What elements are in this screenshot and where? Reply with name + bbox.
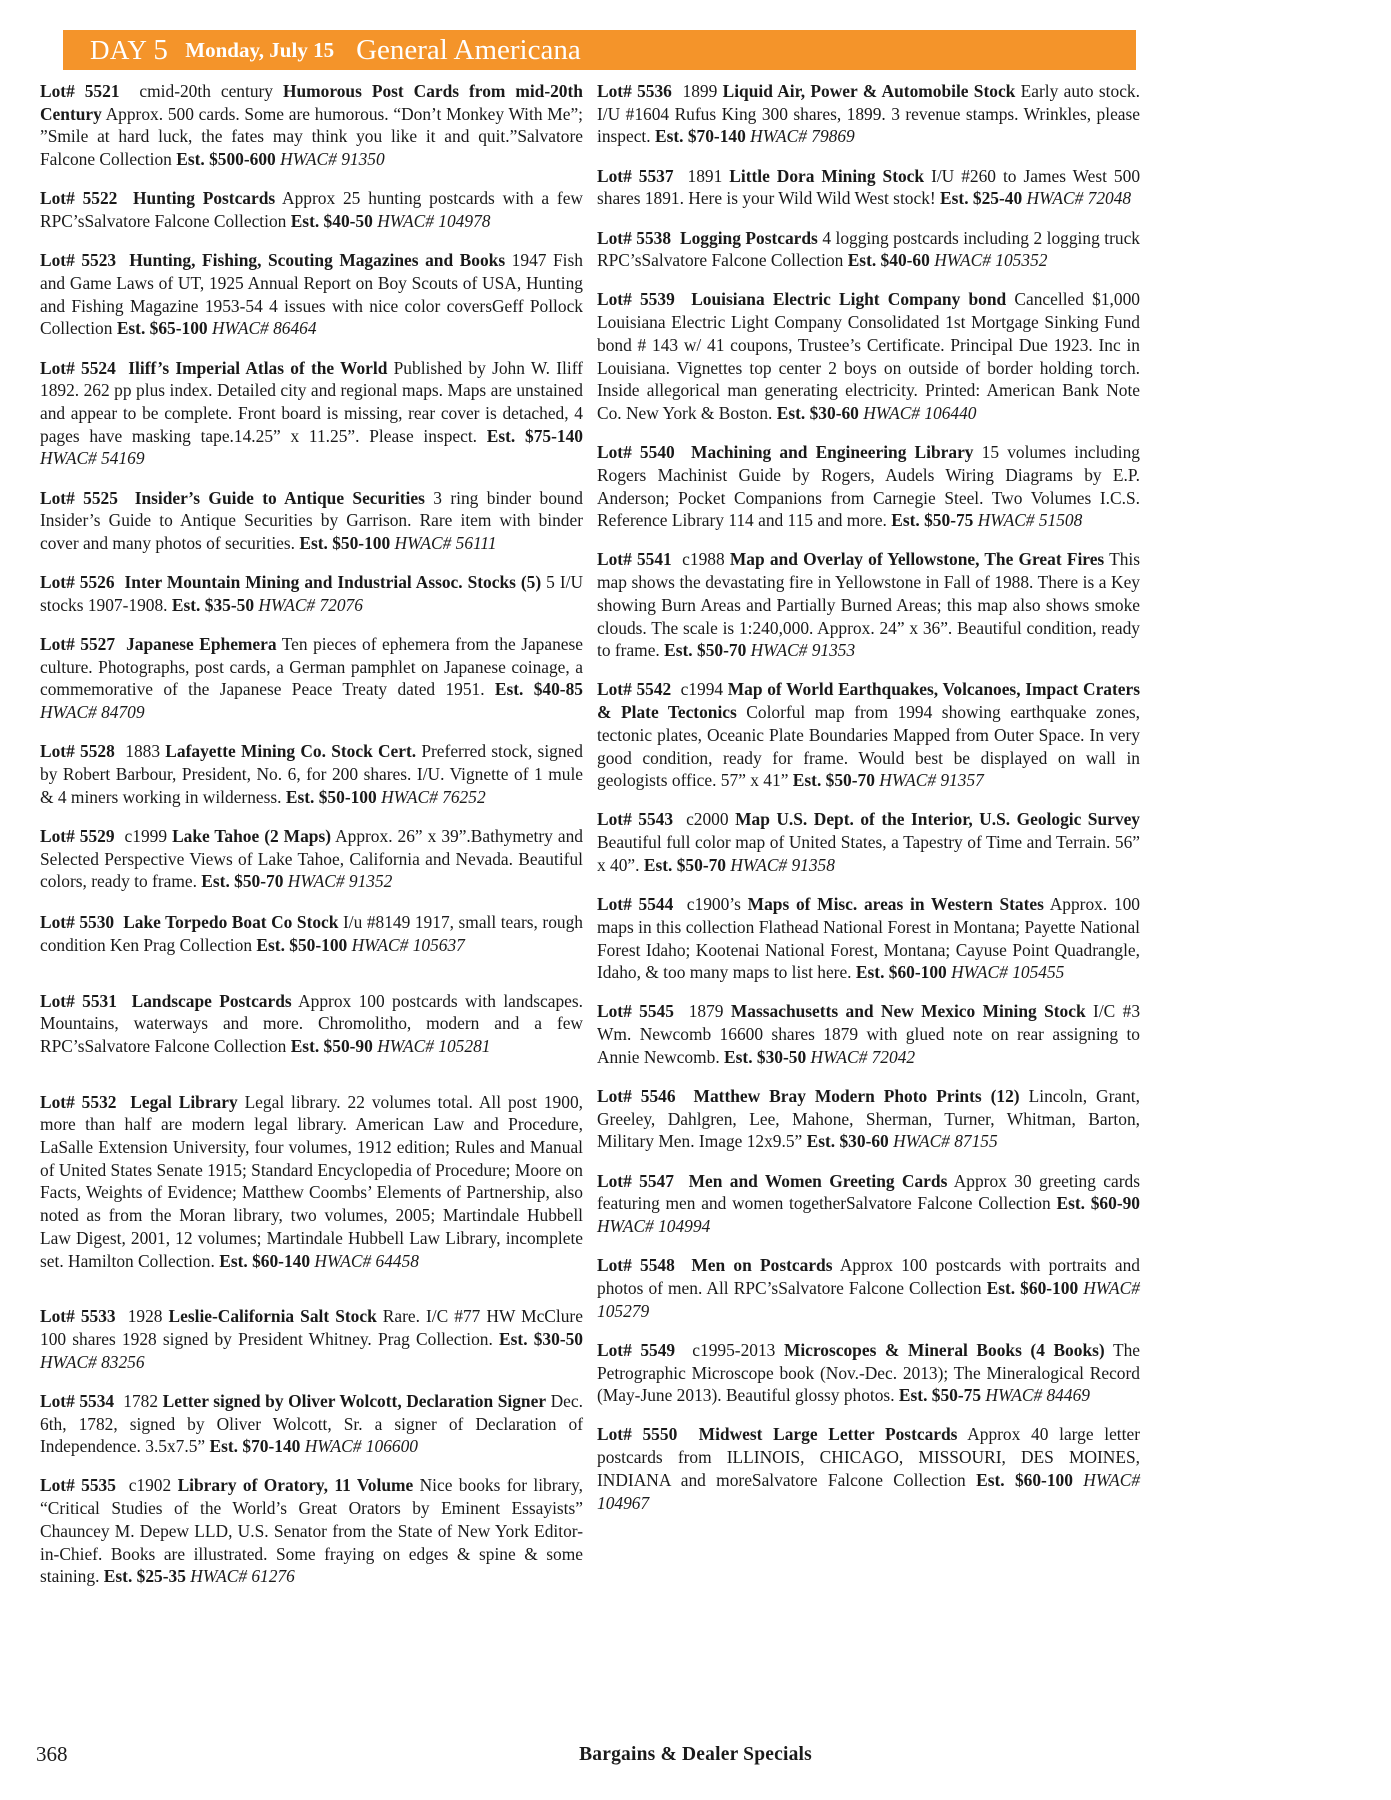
lot-date-prefix: c1999: [124, 825, 168, 846]
page-header-banner: [63, 30, 1136, 70]
lot-number: Lot# 5547: [597, 1170, 674, 1191]
lot-estimate: Est. $50-70: [201, 871, 284, 892]
lot-title: Inter Mountain Mining and Industrial Assoc. Stocks (5): [124, 572, 542, 593]
lot-estimate: Est. $25-40: [940, 188, 1023, 209]
lot-number: Lot# 5537: [597, 165, 674, 186]
lot-description: Approx 25 hunting postcards with a few RPC’sSalvatore Falcone Collection: [40, 188, 583, 232]
lot-description: Published by John W. Iliff 1892. 262 pp plus index. Detailed city and regional maps. Maps are unstained and appear to be complete. Front board is missing, rear cover is detached, 4 pages have masking tape.14.25” x 11.25”. Please inspect.: [40, 357, 583, 446]
lot-description: Beautiful full color map of United States, a Tapestry of Time and Terrain. 56” x 40”.: [597, 832, 1140, 875]
lot-hwac-number: HWAC# 84709: [40, 702, 145, 723]
lot-number: Lot# 5529: [40, 825, 115, 846]
lot-entry: [597, 1423, 1140, 1514]
lot-hwac-number: HWAC# 91352: [287, 871, 393, 892]
lot-title: Iliff’s Imperial Atlas of the World: [128, 357, 388, 378]
lot-entry: [597, 548, 1140, 662]
lot-hwac-number: HWAC# 72042: [810, 1046, 916, 1067]
lot-description: The Petrographic Microscope book (Nov.-Dec. 2013); The Mineralogical Record (May-June 2013). Beautiful glossy photos.: [597, 1339, 1140, 1406]
lot-description: 4 logging postcards including 2 logging truck RPC’sSalvatore Falcone Collection: [597, 227, 1140, 271]
lot-hwac-number: HWAC# 54169: [40, 448, 145, 469]
lot-date-prefix: 1891: [687, 165, 723, 186]
lot-hwac-number: HWAC# 105281: [377, 1035, 491, 1056]
lot-description: Approx. 100 maps in this collection Flathead National Forest in Montana; Payette National Forest Idaho; Kootenai National Forest, Montana; Cayuse Point Quadrangle, Idaho, & too many maps to list here.: [597, 894, 1141, 983]
lot-number: Lot# 5536: [597, 81, 672, 101]
lot-description: I/u #8149 1917, small tears, rough condition Ken Prag Collection: [40, 912, 584, 955]
lot-title: Maps of Misc. areas in Western States: [747, 894, 1044, 915]
lot-number: Lot# 5530: [40, 912, 115, 933]
lot-hwac-number: HWAC# 61276: [190, 1566, 295, 1587]
lot-description: Early auto stock. I/U #1604 Rufus King 300 shares, 1899. 3 revenue stamps. Wrinkles, please inspect.: [597, 81, 1140, 147]
lot-entry: [40, 80, 583, 171]
lot-title: Hunting, Fishing, Scouting Magazines and Books: [129, 250, 506, 271]
lot-number: Lot# 5521: [40, 81, 120, 101]
lot-description: Colorful map from 1994 showing earthquake zones, tectonic plates, Oceanic Plate Boundaries Mapped from Outer Space. In very good condition, ready for frame. Would best be displayed on wall in geologists office. 57” x 41”: [597, 702, 1140, 791]
lot-description: Lincoln, Grant, Greeley, Dahlgren, Lee, Mahone, Sherman, Turner, Whitman, Barton, Military Men. Image 12x9.5”: [597, 1086, 1140, 1152]
footer-section-title: Bargains & Dealer Specials: [579, 1744, 812, 1765]
lot-number: Lot# 5544: [597, 894, 674, 915]
lot-entry: [597, 1339, 1140, 1407]
lot-date-prefix: cmid-20th century: [139, 81, 273, 101]
lot-estimate: Est. $50-100: [285, 786, 377, 807]
right-column: [597, 80, 1140, 1588]
lot-title: Map of World Earthquakes, Volcanoes, Impact Craters & Plate Tectonics: [597, 679, 1140, 723]
header-day-number: 5: [153, 33, 169, 66]
lot-entry: [597, 80, 1140, 148]
lot-entry: [597, 893, 1140, 984]
lot-entry: [597, 808, 1140, 876]
lot-estimate: Est. $30-50: [499, 1328, 583, 1349]
lot-estimate: Est. $60-140: [219, 1250, 311, 1271]
page-number: 368: [36, 1742, 68, 1766]
lot-entry: [40, 1091, 583, 1273]
lot-entry: [597, 1170, 1140, 1238]
lot-estimate: Est. $60-100: [855, 962, 947, 983]
left-column: [40, 80, 583, 1588]
lot-estimate: Est. $50-100: [256, 934, 348, 955]
lot-description: Approx 100 postcards with portraits and photos of men. All RPC’sSalvatore Falcone Collection: [597, 1255, 1141, 1298]
lot-estimate: Est. $30-60: [776, 402, 859, 423]
lot-number: Lot# 5527: [40, 634, 116, 655]
lot-entry: [40, 249, 583, 340]
lot-description: Preferred stock, signed by Robert Barbour, President, No. 6, for 200 shares. I/U. Vignette of 1 mule & 4 miners working in wilderness.: [40, 741, 583, 807]
lot-title: Leslie-California Salt Stock: [168, 1306, 377, 1327]
lot-number: Lot# 5523: [40, 250, 117, 271]
header-date: Monday, July 15: [185, 37, 335, 62]
lot-title: Massachusetts and New Mexico Mining Stock: [730, 1001, 1086, 1022]
lot-date-prefix: c1995-2013: [692, 1339, 776, 1360]
lot-number: Lot# 5534: [40, 1390, 115, 1411]
lot-title: Hunting Postcards: [133, 188, 276, 209]
lot-entry: [40, 990, 583, 1058]
lot-title: Humorous Post Cards from mid-20th Century: [40, 81, 583, 124]
lot-estimate: Est. $60-100: [976, 1469, 1073, 1490]
lot-title: Lafayette Mining Co. Stock Cert.: [165, 741, 417, 762]
lot-estimate: Est. $50-70: [792, 770, 875, 791]
lot-title: Matthew Bray Modern Photo Prints (12): [693, 1086, 1020, 1107]
lot-number: Lot# 5535: [40, 1475, 116, 1496]
lot-title: Logging Postcards: [680, 227, 818, 248]
lot-number: Lot# 5550: [597, 1424, 678, 1445]
lot-number: Lot# 5539: [597, 289, 675, 310]
lot-title: Landscape Postcards: [131, 990, 292, 1011]
lot-hwac-number: HWAC# 105352: [934, 250, 1048, 271]
lot-hwac-number: HWAC# 83256: [40, 1351, 145, 1372]
lot-number: Lot# 5525: [40, 487, 118, 508]
lot-number: Lot# 5545: [597, 1001, 674, 1022]
lot-description: Approx. 26” x 39”.Bathymetry and Selected Perspective Views of Lake Tahoe, California and Nevada. Beautiful colors, ready to frame.: [40, 825, 583, 892]
lot-description: I/C #3 Wm. Newcomb 16600 shares 1879 with glued note on rear assigning to Annie Newcomb.: [597, 1001, 1141, 1067]
lot-number: Lot# 5532: [40, 1091, 117, 1112]
lot-entry: [40, 740, 583, 808]
lot-number: Lot# 5533: [40, 1306, 116, 1327]
lot-description: 1947 Fish and Game Laws of UT, 1925 Annual Report on Boy Scouts of USA, Hunting and Fishing Magazine 1953-54 4 issues with nice color coversGeff Pollock Collection: [40, 250, 583, 339]
lot-hwac-number: HWAC# 56111: [394, 532, 497, 553]
lot-date-prefix: c1994: [680, 679, 724, 700]
lot-estimate: Est. $50-100: [299, 532, 391, 553]
lot-estimate: Est. $70-140: [654, 126, 746, 147]
lot-estimate: Est. $50-70: [664, 640, 747, 661]
lot-description: Cancelled $1,000 Louisiana Electric Light Company Consolidated 1st Mortgage Sinking Fund bond # 143 w/ 41 coupons, Trustee’s Certificate. Principal Due 1923. Inc in Louisiana. Vignettes top center 2 boys on outside of border holding torch. Inside allegorical man generating electricity. Printed: American Bank Note Co. New York & Boston.: [597, 289, 1140, 423]
lot-number: Lot# 5538: [597, 227, 672, 248]
lot-title: Microscopes & Mineral Books (4 Books): [783, 1339, 1105, 1360]
lot-title: Little Dora Mining Stock: [729, 165, 925, 186]
lot-hwac-number: HWAC# 91358: [730, 854, 835, 875]
lot-number: Lot# 5522: [40, 188, 118, 209]
lot-description: Rare. I/C #77 HW McClure 100 shares 1928 signed by President Whitney. Prag Collection.: [40, 1306, 583, 1349]
lot-title: Liquid Air, Power & Automobile Stock: [722, 81, 1016, 101]
lot-description: 5 I/U stocks 1907-1908.: [40, 572, 584, 615]
lot-description: Approx 40 large letter postcards from ILLINOIS, CHICAGO, MISSOURI, DES MOINES, INDIANA and moreSalvatore Falcone Collection: [597, 1424, 1140, 1490]
lot-estimate: Est. $50-75: [891, 510, 974, 531]
lot-date-prefix: c2000: [686, 809, 729, 830]
lot-entry: [40, 1305, 583, 1373]
lot-hwac-number: HWAC# 106440: [863, 402, 977, 423]
lot-estimate: Est. $35-50: [171, 594, 255, 615]
lot-title: Insider’s Guide to Antique Securities: [134, 487, 425, 508]
lot-date-prefix: 1883: [125, 741, 161, 762]
lot-description: Approx 100 postcards with landscapes. Mountains, waterways and more. Chromolitho, modern and a few RPC’sSalvatore Falcone Collection: [40, 990, 583, 1056]
lot-number: Lot# 5531: [40, 990, 117, 1011]
lot-hwac-number: HWAC# 91357: [879, 770, 984, 791]
lot-title: Letter signed by Oliver Wolcott, Declaration Signer: [162, 1390, 547, 1411]
lot-title: Lake Tahoe (2 Maps): [172, 825, 332, 846]
lot-date-prefix: c1900’s: [686, 894, 741, 915]
lot-title: Map U.S. Dept. of the Interior, U.S. Geologic Survey: [735, 809, 1140, 830]
header-day: [90, 33, 169, 66]
lot-entry: [597, 441, 1140, 532]
lot-estimate: Est. $500-600: [176, 149, 276, 170]
lot-entry: [40, 1390, 583, 1458]
lot-estimate: Est. $40-50: [290, 211, 373, 232]
lot-entry: [40, 187, 583, 232]
lot-hwac-number: HWAC# 104978: [377, 211, 491, 232]
lot-estimate: Est. $50-75: [898, 1385, 982, 1406]
lot-title: Lake Torpedo Boat Co Stock: [123, 912, 339, 933]
lot-entry: [597, 1085, 1140, 1153]
lot-estimate: Est. $30-50: [724, 1046, 807, 1067]
lot-description: Approx 30 greeting cards featuring men and women togetherSalvatore Falcone Collection: [597, 1170, 1140, 1214]
lot-hwac-number: HWAC# 72076: [258, 594, 363, 615]
lot-description: Legal library. 22 volumes total. All post 1900, more than half are modern legal library. American Law and Procedure, LaSalle Extension University, four volumes, 1912 edition; Rules and Manual of United States Senate 1915; Standard Encyclopedia of Procedure; Moore on Facts, Weights of Evidence; Matthew Coombs’ Elements of Partnership, also noted as from the Moran library, two volumes, 2005; Martindale Hubbell Law Digest, 2001, 12 volumes; Martindale Hubbell Law Library, incomplete set. Hamilton Collection.: [40, 1091, 583, 1271]
lot-estimate: Est. $50-70: [643, 854, 726, 875]
lot-estimate: Est. $40-60: [847, 250, 930, 271]
lot-entry: [597, 678, 1140, 792]
lot-hwac-number: HWAC# 64458: [314, 1250, 419, 1271]
lot-number: Lot# 5524: [40, 357, 116, 378]
lot-date-prefix: 1879: [688, 1001, 724, 1022]
lot-number: Lot# 5548: [597, 1255, 675, 1276]
lot-entry: [597, 1000, 1140, 1068]
lot-entry: [40, 911, 583, 956]
lot-number: Lot# 5540: [597, 442, 675, 463]
lot-description: 3 ring binder bound Insider’s Guide to Antique Securities by Garrison. Rare item with binder cover and many photos of securities.: [40, 487, 583, 553]
lot-entry: [40, 825, 583, 893]
lot-title: Machining and Engineering Library: [691, 442, 974, 463]
header-section-title: General Americana: [356, 33, 581, 66]
lot-description: Ten pieces of ephemera from the Japanese culture. Photographs, post cards, a German pamphlet on Japanese coinage, a commemorative of the Japanese Peace Treaty dated 1951.: [40, 634, 583, 700]
lot-entry: [597, 288, 1140, 424]
lot-title: Library of Oratory, 11 Volume: [177, 1475, 414, 1496]
lot-hwac-number: HWAC# 104994: [597, 1216, 711, 1237]
lot-entry: [40, 487, 583, 555]
lot-entry: [40, 1474, 583, 1588]
lot-description: Dec. 6th, 1782, signed by Oliver Wolcott, Sr. a signer of Declaration of Independence. 3.5x7.5”: [40, 1390, 583, 1457]
lot-title: Midwest Large Letter Postcards: [698, 1424, 958, 1445]
lot-estimate: Est. $60-100: [986, 1277, 1079, 1298]
lot-entry: [597, 1254, 1140, 1322]
lot-entry: [40, 571, 583, 616]
lot-hwac-number: HWAC# 79869: [750, 126, 855, 147]
lot-hwac-number: HWAC# 105455: [951, 962, 1065, 983]
lot-title: Men and Women Greeting Cards: [688, 1170, 948, 1191]
lot-date-prefix: c1988: [682, 549, 725, 570]
lot-title: Legal Library: [130, 1091, 238, 1112]
lot-hwac-number: HWAC# 105279: [597, 1277, 1140, 1321]
lot-description: 15 volumes including Rogers Machinist Guide by Rogers, Audels Wiring Diagrams by E.P. Anderson; Pocket Companions from Carnegie Steel. Two Volumes I.C.S. Reference Library 114 and 115 and more.: [597, 442, 1140, 531]
lot-estimate: Est. $40-85: [494, 679, 583, 700]
lot-number: Lot# 5526: [40, 572, 115, 593]
lot-date-prefix: 1782: [123, 1390, 159, 1411]
lot-number: Lot# 5543: [597, 809, 674, 830]
lot-hwac-number: HWAC# 106600: [304, 1436, 418, 1457]
lot-hwac-number: HWAC# 87155: [893, 1131, 998, 1152]
lot-number: Lot# 5542: [597, 679, 672, 700]
lot-estimate: Est. $30-60: [806, 1131, 889, 1152]
lot-estimate: Est. $60-90: [1056, 1193, 1140, 1214]
lot-entry: [597, 165, 1140, 210]
lot-description: Nice books for library, “Critical Studies of the World’s Great Orators by Eminent Essayists” Chauncey M. Depew LLD, U.S. Senator from the State of New York Editor-in-Chief. Books are illustrated. Some fraying on edges & spine & some staining.: [40, 1475, 583, 1587]
lot-hwac-number: HWAC# 104967: [597, 1469, 1141, 1513]
lot-hwac-number: HWAC# 51508: [977, 510, 1083, 531]
lot-hwac-number: HWAC# 91350: [280, 149, 385, 170]
lot-estimate: Est. $25-35: [103, 1566, 186, 1587]
lot-title: Map and Overlay of Yellowstone, The Great Fires: [729, 549, 1105, 570]
lot-title: Japanese Ephemera: [126, 634, 277, 655]
header-day-label: DAY: [90, 34, 147, 65]
lot-description: This map shows the devastating fire in Yellowstone in Fall of 1988. There is a Key showing Burn Areas and Partially Burned Areas; this map also shows smoke clouds. The scale is 1:240,000. Approx. 24” x 36”. Beautiful condition, ready to frame.: [597, 549, 1140, 661]
lot-date-prefix: c1902: [128, 1475, 172, 1496]
lot-hwac-number: HWAC# 91353: [750, 640, 856, 661]
lot-columns: [40, 80, 1140, 1588]
lot-estimate: Est. $75-140: [486, 425, 583, 446]
lot-date-prefix: 1899: [682, 81, 718, 101]
lot-number: Lot# 5528: [40, 741, 115, 762]
lot-number: Lot# 5541: [597, 549, 672, 570]
lot-hwac-number: HWAC# 72048: [1026, 188, 1132, 209]
lot-description: I/U #260 to James West 500 shares 1891. Here is your Wild Wild West stock!: [597, 165, 1141, 209]
lot-hwac-number: HWAC# 76252: [381, 786, 486, 807]
lot-hwac-number: HWAC# 86464: [212, 318, 317, 339]
lot-entry: [40, 357, 583, 471]
lot-number: Lot# 5546: [597, 1086, 676, 1107]
lot-date-prefix: 1928: [127, 1306, 163, 1327]
lot-hwac-number: HWAC# 105637: [351, 934, 465, 955]
lot-description: Approx. 500 cards. Some are humorous. “Don’t Monkey With Me”; ”Smile at hard luck, the fates may think you like it and quit.”Salvatore Falcone Collection: [40, 103, 584, 170]
lot-title: Louisiana Electric Light Company bond: [691, 289, 1007, 310]
lot-estimate: Est. $70-140: [209, 1436, 301, 1457]
lot-estimate: Est. $65-100: [116, 318, 208, 339]
lot-estimate: Est. $50-90: [290, 1035, 373, 1056]
lot-hwac-number: HWAC# 84469: [985, 1385, 1090, 1406]
lot-title: Men on Postcards: [691, 1255, 833, 1276]
lot-number: Lot# 5549: [597, 1339, 676, 1360]
lot-entry: [40, 633, 583, 724]
lot-entry: [597, 227, 1140, 272]
